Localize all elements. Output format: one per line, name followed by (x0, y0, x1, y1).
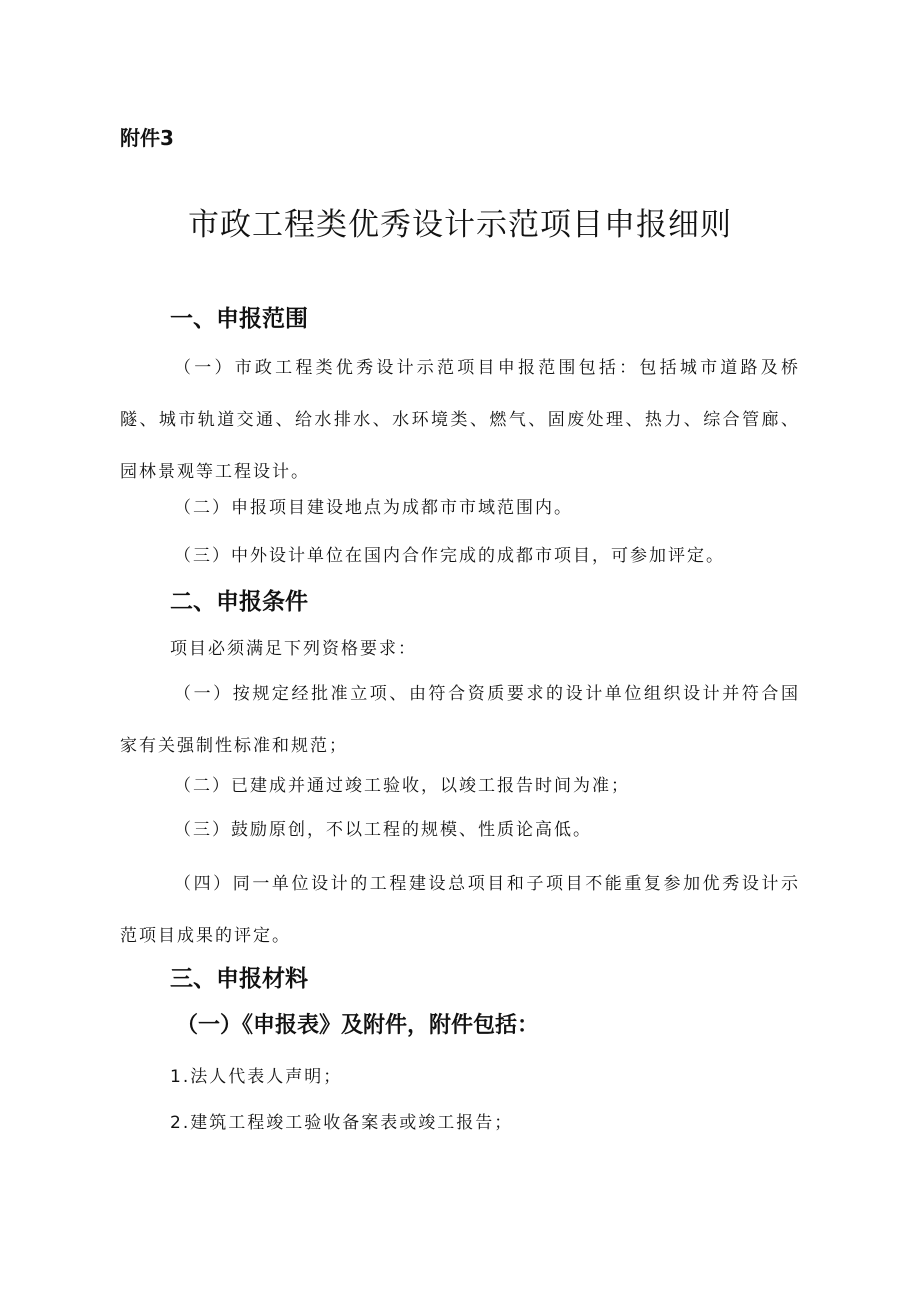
materials-item-1: 1.法人代表人声明； (170, 1067, 343, 1087)
scope-paragraph-1: （一）市政工程类优秀设计示范项目申报范围包括：包括城市道路及桥隧、城市轨道交通、给水排水、水环境类、燃气、固废处理、热力、综合管廊、园林景观等工程设计。 (120, 358, 800, 482)
materials-item-2: 2.建筑工程竣工验收备案表或竣工报告； (170, 1113, 514, 1133)
conditions-paragraph-2: （二）已建成并通过竣工验收，以竣工报告时间为准； (174, 776, 630, 796)
scope-paragraph-2: （二）申报项目建设地点为成都市市域范围内。 (174, 498, 573, 518)
page-title: 市政工程类优秀设计示范项目申报细则 (188, 207, 732, 243)
section-heading-conditions: 二、申报条件 (170, 589, 308, 615)
attachment-label: 附件3 (120, 126, 174, 150)
materials-subheading-1: （一）《申报表》及附件，附件包括： (176, 1013, 540, 1038)
conditions-intro: 项目必须满足下列资格要求： (170, 639, 417, 659)
conditions-paragraph-3: （三）鼓励原创，不以工程的规模、性质论高低。 (174, 820, 592, 840)
conditions-paragraph-4: （四）同一单位设计的工程建设总项目和子项目不能重复参加优秀设计示范项目成果的评定。 (120, 874, 800, 946)
scope-paragraph-3: （三）中外设计单位在国内合作完成的成都市项目，可参加评定。 (174, 546, 725, 566)
section-heading-scope: 一、申报范围 (170, 306, 308, 332)
section-heading-materials: 三、申报材料 (170, 966, 308, 992)
conditions-paragraph-1: （一）按规定经批准立项、由符合资质要求的设计单位组织设计并符合国家有关强制性标准和规范； (120, 684, 800, 756)
